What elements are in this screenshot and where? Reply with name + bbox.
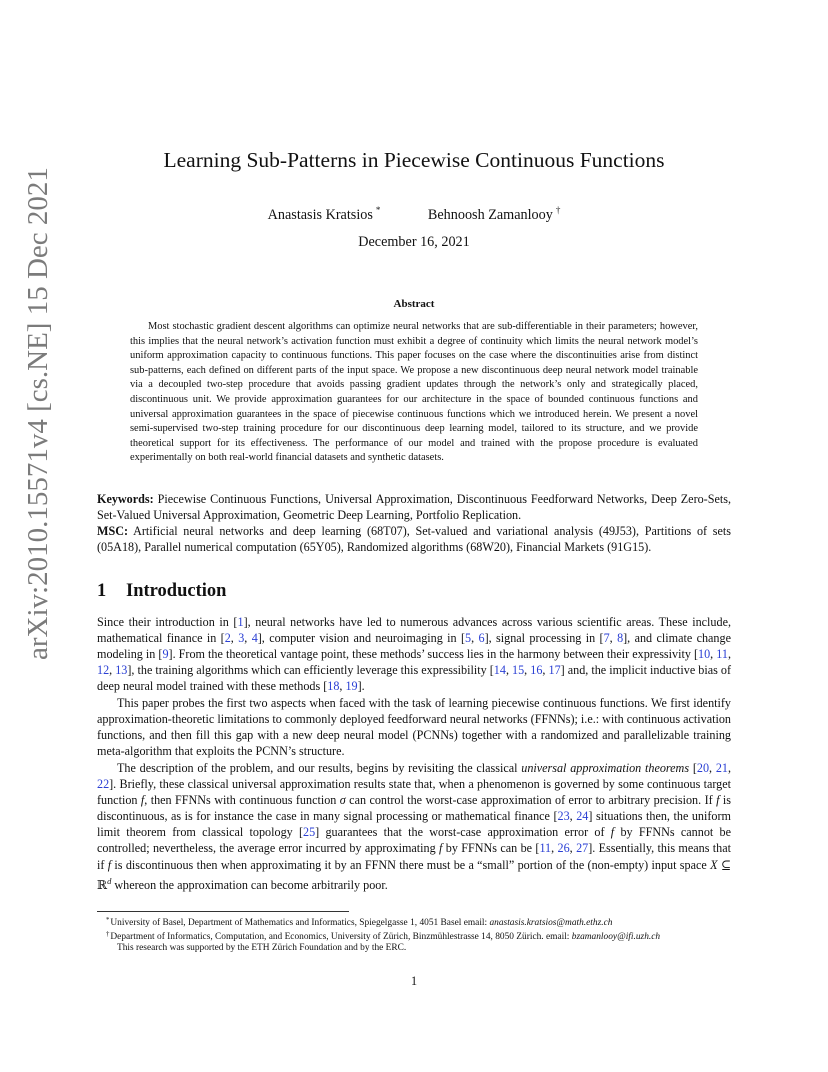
section-heading <box>97 579 226 603</box>
citation-link[interactable]: 20 <box>696 761 710 775</box>
footnote-mark: * <box>106 917 110 924</box>
section-number: 1 <box>97 581 107 601</box>
citation-link[interactable]: 7 <box>603 631 610 646</box>
math-superscript: d <box>107 875 112 886</box>
citation-link[interactable]: 25 <box>303 825 316 840</box>
page-number: 1 <box>410 974 418 988</box>
citation-link[interactable]: 11 <box>716 647 728 662</box>
intro-paragraph-3 <box>97 760 731 893</box>
keywords-label: Keywords: <box>97 492 154 506</box>
citation-link[interactable]: 18 <box>327 679 340 694</box>
paragraph-text: ], and climate change modeling in [ <box>97 631 731 662</box>
emphasis-text: X <box>710 857 718 872</box>
intro-paragraph-1 <box>97 614 731 694</box>
paragraph-text: , <box>727 761 731 775</box>
footnote-divider <box>97 911 349 912</box>
citation-link[interactable]: 19 <box>345 679 358 694</box>
paragraph-text: ]. <box>357 679 365 694</box>
paragraph-text: , then FFNNs with continuous function <box>144 793 340 808</box>
citation-link[interactable]: 10 <box>698 647 711 662</box>
citation-link[interactable]: 14 <box>493 663 506 678</box>
paragraph-text: , <box>609 631 618 646</box>
citation-link[interactable]: 15 <box>512 663 525 678</box>
emphasis-text: f <box>439 841 443 856</box>
paragraph-text: The description of the problem, and our results, begins by revisiting the classical <box>117 761 522 775</box>
abstract-heading: Abstract <box>393 298 435 310</box>
citation-link[interactable]: 1 <box>237 615 244 629</box>
footnote-text: University of Basel, Department of Mathematics and Informatics, Spiegelgasse 1, 4051 Basel email: <box>110 918 490 928</box>
email-link[interactable]: bzamanlooy@ifi.uzh.ch <box>571 932 661 942</box>
paragraph-text: , <box>551 841 558 856</box>
paragraph-text: , <box>569 841 577 856</box>
paragraph-text: ]. Essentially, this means that if <box>97 841 731 872</box>
msc-codes <box>97 523 731 555</box>
citation-link[interactable]: 5 <box>465 631 472 646</box>
citation-link[interactable]: 11 <box>539 841 552 856</box>
arxiv-identifier[interactable]: arXiv:2010.15571v4 [cs.NE] 15 Dec 2021 <box>22 167 54 660</box>
paragraph-text: ], the training algorithms which can efficiently leverage this expressibility [ <box>127 663 494 678</box>
citation-link[interactable]: 13 <box>115 663 128 678</box>
author-name: Anastasis Kratsios <box>267 207 373 223</box>
citation-link[interactable]: 16 <box>530 663 543 678</box>
author-footnote-mark[interactable]: * <box>375 205 381 215</box>
citation-link[interactable]: 12 <box>97 663 110 678</box>
publication-date: December 16, 2021 <box>358 234 470 250</box>
paragraph-text: ⊆ ℝ <box>97 857 731 892</box>
paragraph-text: This paper probes the first two aspects when faced with the task of learning piecewise continuous functions. We first identify approximation-theoretic limitations to commonly deployed feedforward neural networks (FFNNs); i.e.: with continuous activation functions, and then fill this gap with a new deep neural model (PCNNs) together with a randomized and parallelizable training meta-algorithm that exploits the PCNN’s structure. <box>97 696 731 759</box>
keywords-text: Piecewise Continuous Functions, Universal Approximation, Discontinuous Feedforward Networks, Deep Zero-Sets, Set-Valued Universal Approximation, Geometric Deep Learning, Portfolio Replication. <box>97 492 731 523</box>
footnote-text: Department of Informatics, Computation, and Economics, University of Zürich, Binzmühlestrasse 14, 8050 Zürich. email: <box>110 932 572 942</box>
author-name: Behnoosh Zamanlooy <box>427 207 553 223</box>
paragraph-text: is discontinuous then when approximating it by an FFNN there must be a “small” portion of the (non-empty) input space <box>111 857 711 872</box>
emphasis-text: f <box>107 857 112 872</box>
paragraph-text: , <box>709 761 716 775</box>
footnote-funding <box>117 942 742 955</box>
paragraph-text: ], signal processing in [ <box>484 631 604 646</box>
citation-link[interactable]: 2 <box>224 631 231 646</box>
paragraph-text: ], computer vision and neuroimaging in [ <box>257 631 466 646</box>
paragraph-text: , <box>727 647 731 662</box>
citation-link[interactable]: 6 <box>478 631 485 646</box>
keywords <box>97 491 731 523</box>
paragraph-text: , <box>109 663 116 678</box>
citation-link[interactable]: 23 <box>557 809 570 824</box>
emphasis-text: f <box>610 825 615 840</box>
email-link[interactable]: anastasis.kratsios@math.ethz.ch <box>489 918 613 928</box>
paragraph-text: , <box>542 663 549 678</box>
paragraph-text: , <box>244 631 252 646</box>
msc-label: MSC: <box>97 524 129 538</box>
citation-link[interactable]: 4 <box>251 631 258 646</box>
paragraph-text: whereon the approximation can become arbitrarily poor. <box>111 877 388 892</box>
author-1 <box>268 199 381 226</box>
citation-link[interactable]: 3 <box>238 631 245 646</box>
citation-link[interactable]: 9 <box>162 647 169 662</box>
citation-link[interactable]: 26 <box>557 841 570 856</box>
paragraph-text: , <box>505 663 513 678</box>
paragraph-text: , <box>230 631 239 646</box>
paragraph-text: , <box>339 679 346 694</box>
footnote-text: This research was supported by the ETH Zürich Foundation and by the ERC. <box>117 943 407 953</box>
section-title: Introduction <box>126 581 227 601</box>
paragraph-text: Since their introduction in [ <box>97 615 238 629</box>
emphasis-text: universal approximation theorems <box>521 761 690 775</box>
paragraph-text: ]. From the theoretical vantage point, these methods’ success lies in the harmony between their expressivity [ <box>168 647 699 662</box>
paper-title: Learning Sub-Patterns in Piecewise Continuous Functions <box>163 148 665 172</box>
author-list <box>0 199 828 226</box>
paragraph-text: ] guarantees that the worst-case approximation error of <box>315 825 611 840</box>
author-2 <box>428 199 560 226</box>
abstract-text: Most stochastic gradient descent algorithms can optimize neural networks that are sub-differentiable in their parameters; however, this implies that the neural network’s activation function must exhibit a degree of continuity which limits the neural network model’s uniform approximation capacity to continuous functions. This paper focuses on the case where the discontinuities arise from distinct sub-patterns, each defined on different parts of the input space. We propose a new discontinuous deep neural network model trainable via a decoupled two-step procedure that avoids passing gradient updates through the network’s only and strategically placed, discontinuous unit. We provide approximation guarantees for our architecture in the space of bounded continuous functions and universal approximation guarantees in the space of piecewise continuous functions which we introduced herein. We present a novel semi-supervised two-step training procedure for our discontinuous deep learning model, tailored to its structure, and we provide theoretical support for its effectiveness. The performance of our model and trained with the propose procedure is evaluated experimentally on both real-world financial datasets and synthetic datasets. <box>130 321 698 464</box>
paragraph-text: by FFNNs cannot be controlled; nevertheless, the average error incurred by approximating <box>97 825 732 856</box>
citation-link[interactable]: 17 <box>548 663 561 678</box>
paragraph-text: ]. Briefly, these classical universal approximation results state that, when a phenomenon is governed by some continuous target function <box>97 777 731 808</box>
paragraph-text: ] situations then, the uniform limit theorem from classical topology [ <box>97 809 731 840</box>
paragraph-text: , <box>471 631 479 646</box>
emphasis-text: σ <box>339 793 346 808</box>
paragraph-text: ], neural networks have led to numerous advances across various scientific areas. These include, mathematical finance in [ <box>97 615 731 646</box>
paragraph-text: , <box>569 809 577 824</box>
author-footnote-mark[interactable]: † <box>555 205 561 215</box>
citation-link[interactable]: 8 <box>617 631 624 646</box>
paragraph-text: ] and, the implicit inductive bias of deep neural model trained with these methods [ <box>97 663 732 694</box>
emphasis-text: f <box>716 793 720 808</box>
emphasis-text: f <box>140 793 145 808</box>
citation-link[interactable]: 22 <box>97 777 110 792</box>
paragraph-text: is discontinuous, as is for instance the case in many signal processing or mathematical finance [ <box>97 793 731 824</box>
footnote-mark: † <box>106 931 110 938</box>
paragraph-text: , <box>524 663 531 678</box>
paragraph-text: [ <box>689 761 697 775</box>
citation-link[interactable]: 27 <box>576 841 589 856</box>
citation-link[interactable]: 24 <box>576 809 589 824</box>
intro-paragraph-2 <box>97 695 731 759</box>
paragraph-text: can control the worst-case approximation of error to arbitrary precision. If <box>345 793 717 808</box>
citation-link[interactable]: 21 <box>715 761 728 775</box>
paragraph-text: by FFNNs can be [ <box>442 841 540 856</box>
paragraph-text: , <box>710 647 717 662</box>
msc-text: Artificial neural networks and deep learning (68T07), Set-valued and variational analysis (49J53), Partitions of sets (05A18), Parallel numerical computation (65Y05), Randomized algorithms (68W20), Financial Markets (91G15). <box>97 524 731 555</box>
